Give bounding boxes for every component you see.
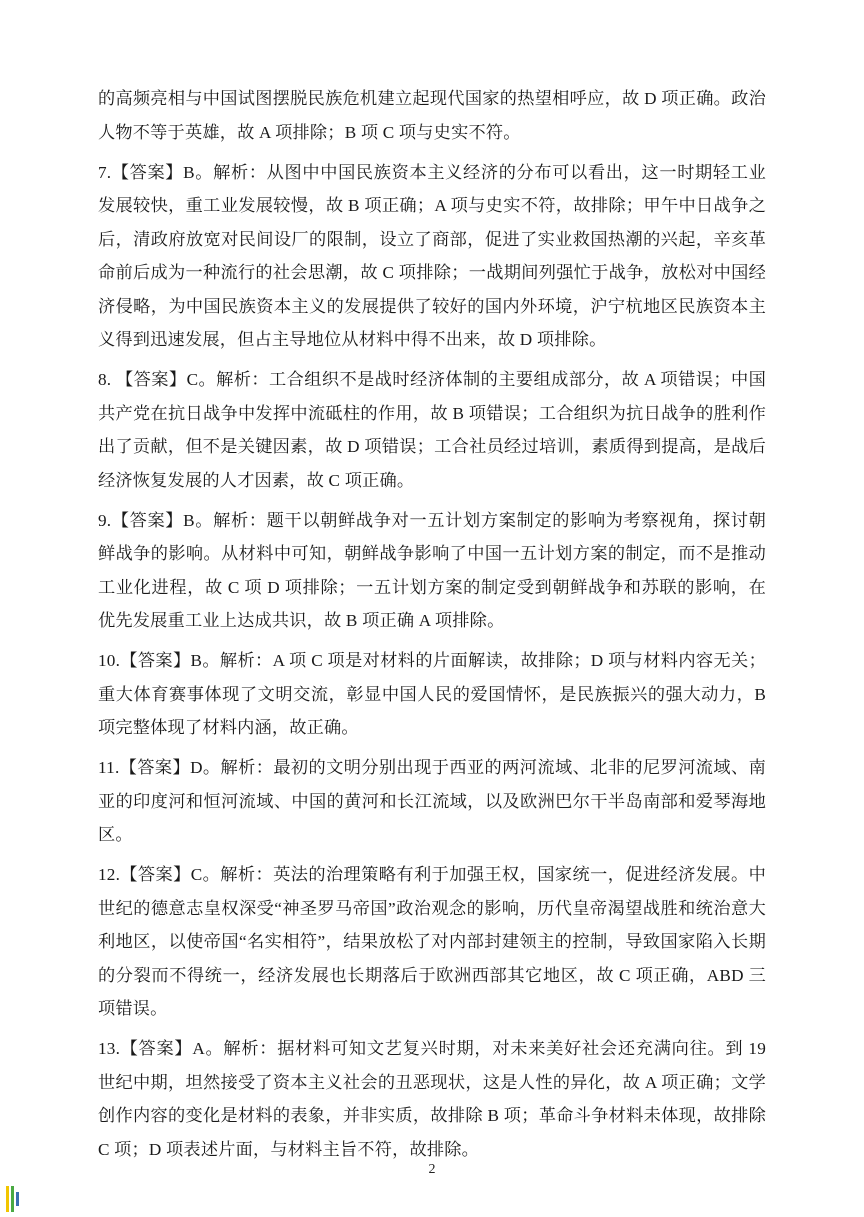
paragraph: 8. 【答案】C。解析：工合组织不是战时经济体制的主要组成部分，故 A 项错误；中国共产党在抗日战争中发挥中流砥柱的作用，故 B 项错误；工合组织为抗日战争的胜利作出了贡献，但不是关键因素，故 D 项错误；工合社员经过培训，素质得到提高，是战后经济恢复发展的人才因素，故 C 项正确。: [98, 370, 766, 490]
paragraph: 11.【答案】D。解析：最初的文明分别出现于西亚的两河流域、北非的尼罗河流域、南亚的印度河和恒河流域、中国的黄河和长江流域，以及欧洲巴尔干半岛南部和爱琴海地区。: [98, 758, 766, 844]
document-body: [98, 82, 766, 1173]
paragraph: 的高频亮相与中国试图摆脱民族危机建立起现代国家的热望相呼应，故 D 项正确。政治人物不等于英雄，故 A 项排除；B 项 C 项与史实不符。: [98, 89, 766, 142]
paragraph: 7.【答案】B。解析：从图中中国民族资本主义经济的分布可以看出，这一时期轻工业发展较快，重工业发展较慢，故 B 项正确；A 项与史实不符，故排除；甲午中日战争之后，清政府放宽对民间设厂的限制，设立了商部，促进了实业救国热潮的兴起，辛亥革命前后成为一种流行的社会思潮，故 C 项排除；一战期间列强忙于战争，放松对中国经济侵略，为中国民族资本主义的发展提供了较好的国内外环境，沪宁杭地区民族资本主义得到迅速发展，但占主导地位从材料中得不出来，故 D 项排除。: [98, 162, 766, 349]
page-number: 2: [428, 1162, 436, 1177]
paragraph: 13.【答案】A。解析：据材料可知文艺复兴时期，对未来美好社会还充满向往。到 19 世纪中期，坦然接受了资本主义社会的丑恶现状，这是人性的异化，故 A 项正确；文学创作内容的变化是材料的表象，并非实质，故排除 B 项；革命斗争材料未体现，故排除 C 项；D 项表述片面，与材料主旨不符，故排除。: [98, 1039, 766, 1159]
paragraph: 12.【答案】C。解析：英法的治理策略有利于加强王权，国家统一，促进经济发展。中世纪的德意志皇权深受“神圣罗马帝国”政治观念的影响，历代皇帝渴望战胜和统治意大利地区，以使帝国“名实相符”，结果放松了对内部封建领主的控制，导致国家陷入长期的分裂而不得统一，经济发展也长期落后于欧洲西部其它地区，故 C 项正确，ABD 三项错误。: [98, 865, 766, 1018]
paragraph: 10.【答案】B。解析：A 项 C 项是对材料的片面解读，故排除；D 项与材料内容无关；重大体育赛事体现了文明交流，彰显中国人民的爱国情怀，是民族振兴的强大动力，B 项完整体现了材料内涵，故正确。: [98, 651, 766, 737]
paragraph: 9.【答案】B。解析：题干以朝鲜战争对一五计划方案制定的影响为考察视角，探讨朝鲜战争的影响。从材料中可知，朝鲜战争影响了中国一五计划方案的制定，而不是推动工业化进程，故 C 项 D 项排除；一五计划方案的制定受到朝鲜战争和苏联的影响，在优先发展重工业上达成共识，故 B 项正确 A 项排除。: [98, 510, 766, 630]
color-calibration-mark: [6, 1186, 20, 1212]
